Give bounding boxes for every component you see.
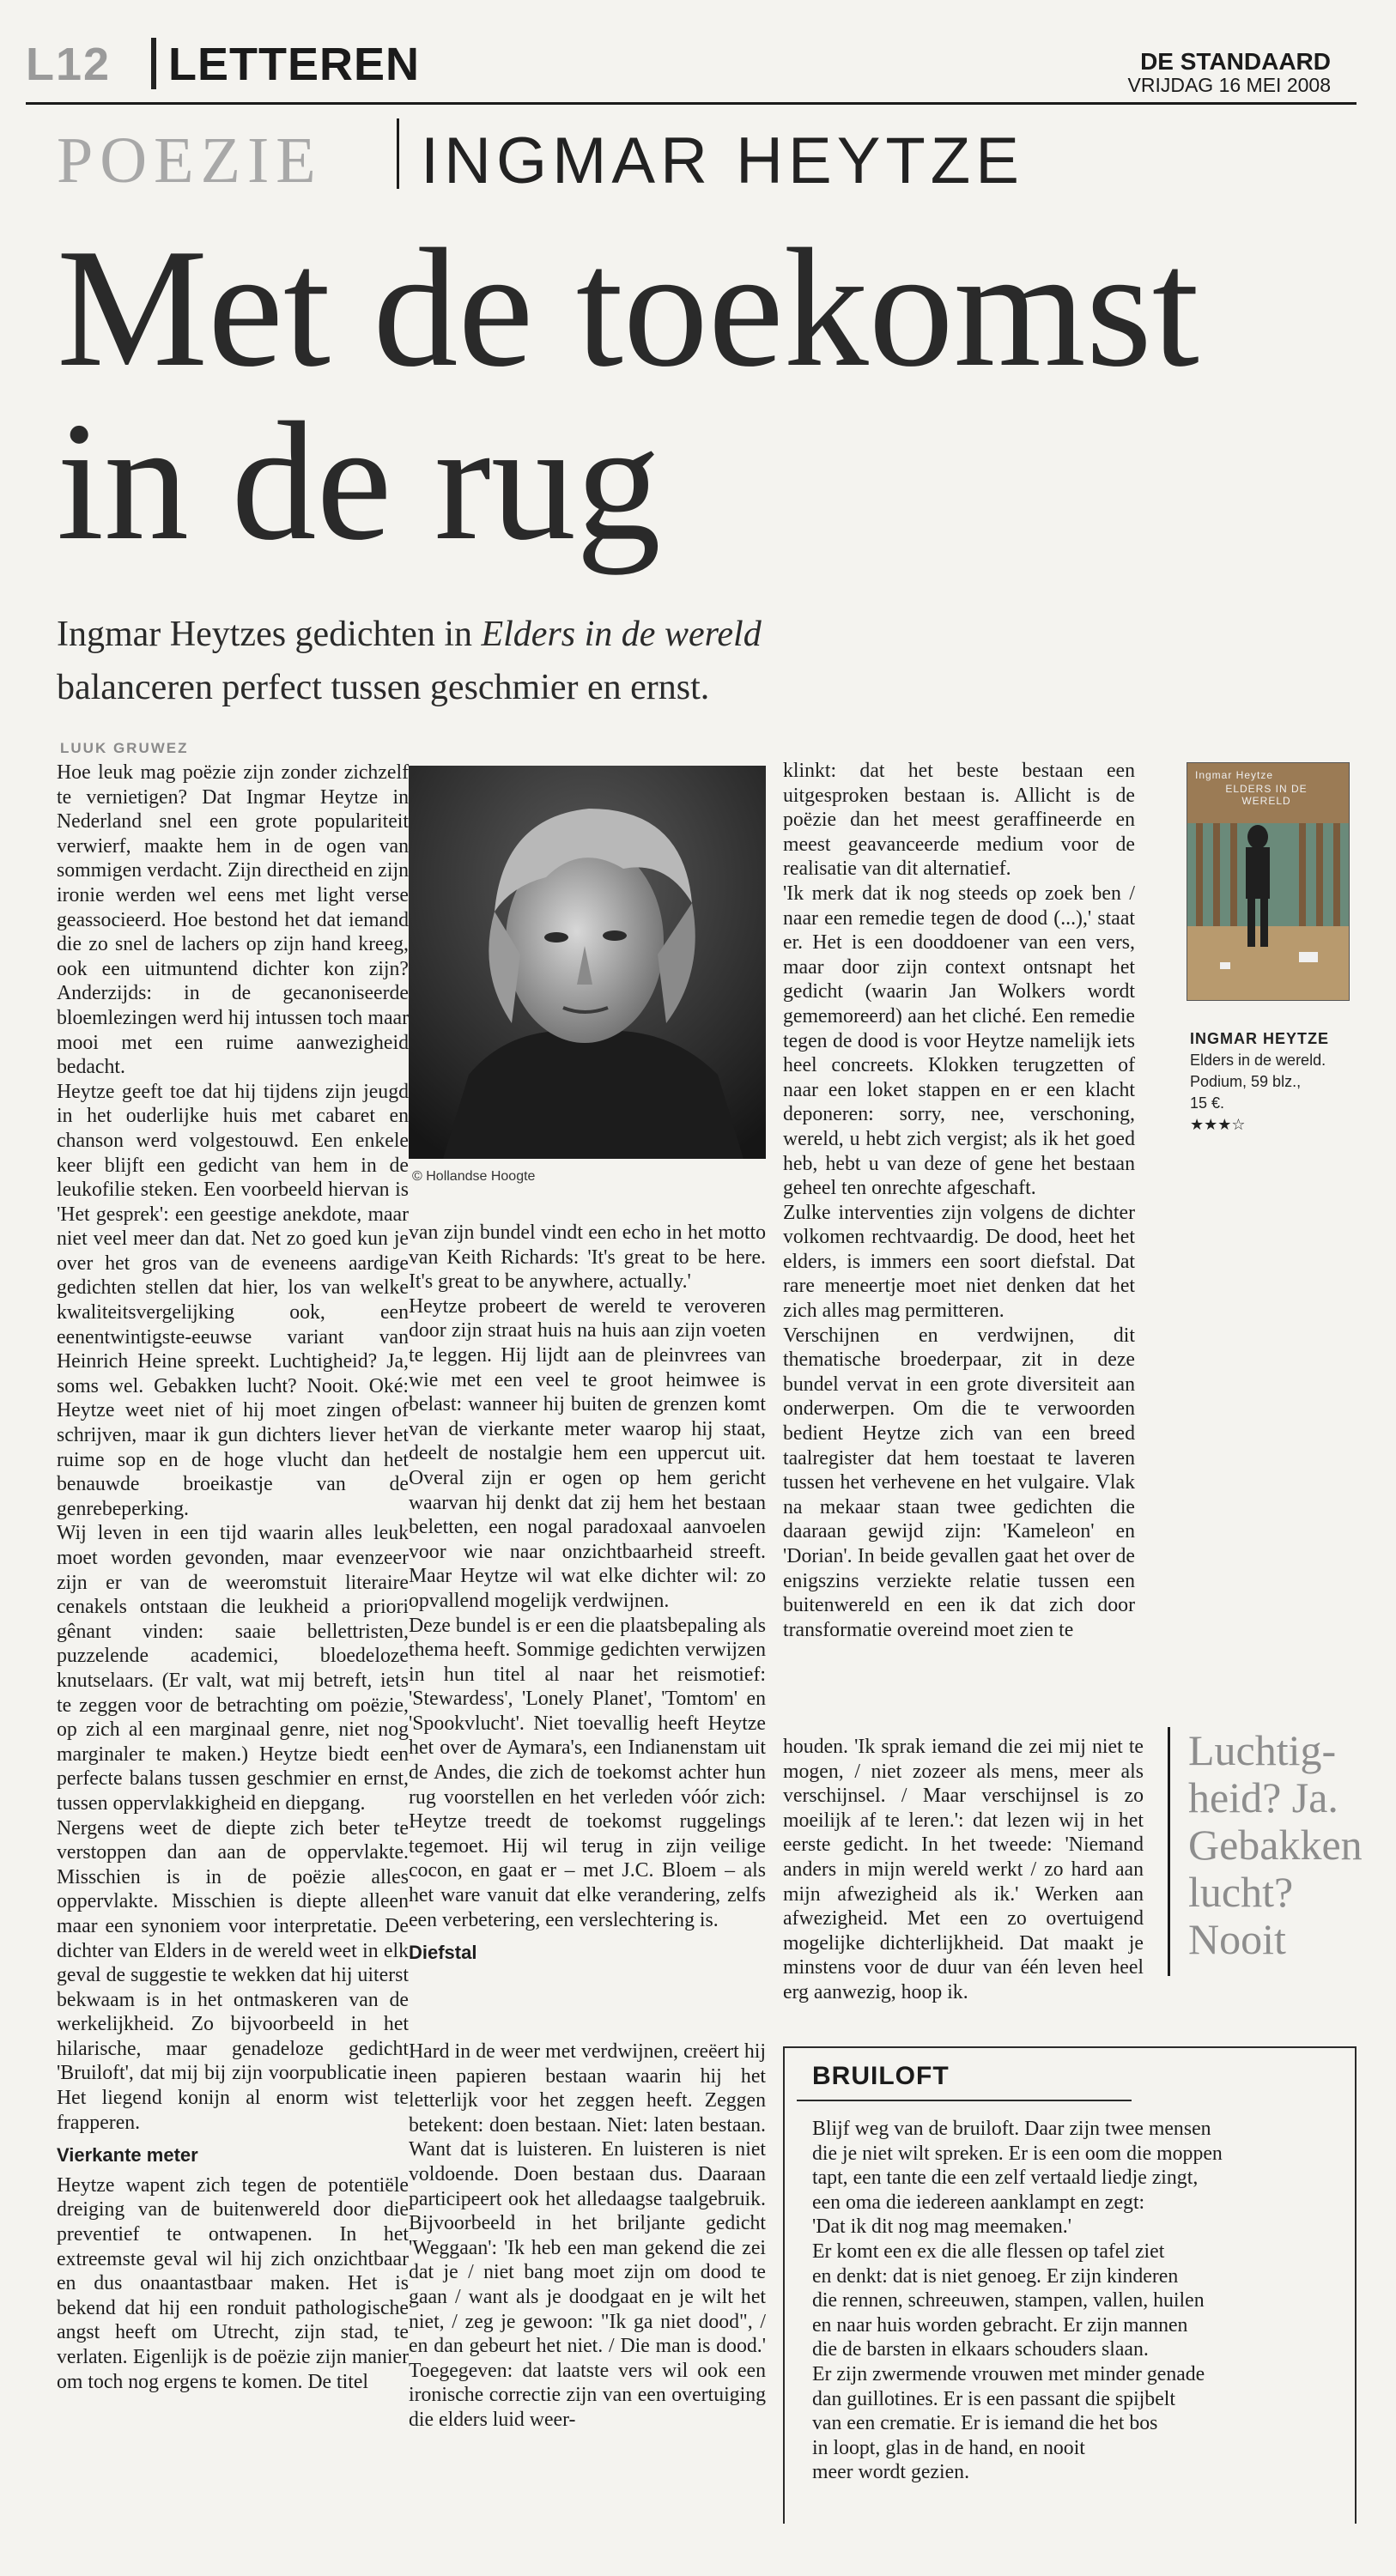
poem-title: BRUILOFT: [812, 2062, 950, 2090]
poem-title-rule: [797, 2100, 1132, 2101]
paragraph: 'Ik merk dat ik nog steeds op zoek ben / naar een remedie tegen de dood (...),' staat er. Het is een dooddoener van een vers, maar door zijn context ontsnapt het gedicht (waarin Jan Wolkers wordt gememoreerd) aan het cliché. Een remedie tegen de dood is voor Heytze namelijk iets heel concreets. Klokken terugzetten of naar een loket stappen en er een klacht deponeren: sorry, nee, verschoning, wereld, u hebt zich vergist; als ik het goed heb, hebt u van deze of gene het bestaan geheel ten onrechte afgeschaft.: [783, 882, 1135, 1200]
poem-line: die de barsten in elkaars schouders slaan.: [812, 2338, 1149, 2361]
headline-line-1: Met de toekomst: [57, 214, 1199, 402]
poem-line: Blijf weg van de bruiloft. Daar zijn twee mensen: [812, 2118, 1211, 2140]
portrait-illustration: [409, 766, 766, 1159]
newspaper-name: DE STANDAARD: [1140, 48, 1331, 75]
paragraph: houden. 'Ik sprak iemand die zei mij niet te mogen, / niet zozeer als mens, meer als verschijnsel. / Maar verschijnsel is zo moeilijk af te leren.': dat lezen wij in het eerste gedicht. In het tweede: 'Niemand anders in mijn wereld werkt / zo hard aan mijn afwezigheid als ik.' Werken aan afwezigheid. Met een zo overtuigend mogelijke dichterlijkheid. Dat maakt je minstens voor de duur van één leven heel erg aanwezig, hoop ik.: [783, 1736, 1144, 2003]
book-price: 15 €.: [1190, 1094, 1225, 1112]
subheading-diefstal: Diefstal: [409, 1942, 477, 1964]
paragraph: Heytze wapent zich tegen de potentiële dreiging van de buitenwereld door die preventief te ontwapenen. In het extreemste geval wil hij zich onzichtbaar en dus onaantastbaar maken. Het is bekend dat hij een ronduit pathologische angst heeft om Utrecht, zijn stad, te verlaten. Eigenlijk is de poëzie zijn manier om toch nog ergens te komen. De titel: [57, 2173, 409, 2393]
article-column-3-continued: [783, 1735, 1144, 2005]
standfirst-part-2: balanceren perfect tussen geschmier en ernst.: [57, 668, 710, 707]
paragraph: Zulke interventies zijn volgens de dichter volkomen rechtvaardig. De dood, heet het elders, is immers een soort diefstal. Dat rare meneertje moet niet denken dat het zich alles mag permitteren.: [783, 1201, 1135, 1323]
book-cover-author: Ingmar Heytze: [1195, 769, 1274, 781]
book-author: INGMAR HEYTZE: [1190, 1030, 1330, 1047]
poem-line: dan guillotines. Er is een passant die spijbelt: [812, 2387, 1175, 2410]
paragraph: Deze bundel is er een die plaatsbepaling als thema heeft. Sommige gedichten verwijzen in hun titel al naar het reismotief: 'Stewardess', 'Lonely Planet', 'Tomtom' en 'Spookvlucht'. Niet toevallig heeft Heytze het over de Aymara's, een Indianenstam uit de Andes, die zich de toekomst achter hun rug voorstellen en het verleden vóór zich: Heytze treedt de toekomst ruggelings tegemoet. Hij wil terug in zijn veilige cocon, en gaat er – met J.C. Bloem – als het ware vanuit dat elke verandering, zelfs een verbetering, een verslechtering is.: [409, 1614, 766, 1931]
poem-line: en denkt: dat is niet genoeg. Er zijn kinderen: [812, 2264, 1179, 2288]
poem-line: een oma die iedereen aanklampt en zegt:: [812, 2191, 1145, 2214]
poem-line: die je niet wilt spreken. Er is een oom die moppen: [812, 2142, 1223, 2165]
book-info: [1190, 1028, 1329, 1136]
pull-quote-bar: [1168, 1727, 1170, 1976]
article-column-2: [409, 1221, 766, 1971]
paragraph: klinkt: dat het beste bestaan een uitgesproken bestaan is. Allicht is de poëzie dan het meest geraffineerde en meest geavanceerde medium voor de realisatie van dit alternatief.: [783, 760, 1135, 881]
section-divider: [151, 38, 156, 89]
kicker-divider: [397, 118, 399, 189]
poem-line: die rennen, schreeuwen, stampen, vallen, huilen: [812, 2289, 1205, 2312]
paragraph: Wij leven in een tijd waarin alles leuk moet worden gevonden, maar evenzeer zijn er van de weeromstuit literaire cenakels ontstaan die leukheid a priori gênant vinden: saaie bellettristen, puzzelende academici, bloedeloze knutselaars. (Er valt, wat mij betreft, iets te zeggen voor de betrachting om poëzie, op zich al een marginaal genre, niet nog marginaler te maken.) Heytze biedt een perfecte balans tussen geschmier en ernst, tussen oppervlakkigheid en diepgang.: [57, 1522, 409, 1815]
headline-line-2: in de rug: [57, 387, 661, 575]
standfirst-book-title: Elders in de wereld: [481, 615, 762, 654]
book-rating: ★★★☆: [1190, 1116, 1246, 1133]
poem-line: Er komt een ex die alle flessen op tafel ziet: [812, 2240, 1165, 2263]
poem-line: van een crematie. Er is iemand die het bos: [812, 2412, 1158, 2435]
paragraph: Hoe leuk mag poëzie zijn zonder zichzelf te vernietigen? Dat Ingmar Heytze in Nederland snel een grote populariteit verwierf, maakte hem in de ogen van sommigen verdacht. Zijn directheid en zijn ironie werden wel eens met light verse geassocieerd. Hoe bestond het dat iemand die zo snel de lachers op zijn hand kreeg, ook een uitmuntend dichter kon zijn? Anderzijds: in de gecanoniseerde bloemlezingen werd hij intussen toch maar mooi met een ruime aanwezigheid bedacht.: [57, 761, 409, 1079]
book-publisher: Podium, 59 blz.,: [1190, 1073, 1302, 1090]
standfirst: [57, 608, 1173, 714]
standfirst-part-1: Ingmar Heytzes gedichten in: [57, 615, 482, 654]
paragraph: Nergens weet de diepte zich beter te verstoppen dan aan de oppervlakte. Misschien is in de poëzie alles oppervlakte. Misschien is diepte alleen maar een synoniem voor interpretatie. De dichter van Elders in de wereld weet in elk geval de suggestie te wekken dat hij uiterst bekwaam is in het ontmaskeren van de werkelijkheid. Zo bijvoorbeeld in het hilarische, maar genadeloze gedicht 'Bruiloft', dat mij bij zijn voorpublicatie in Het liegend konijn al enorm wist te frapperen.: [57, 1816, 409, 2134]
headline: [57, 214, 1344, 575]
paragraph: Heytze probeert de wereld te veroveren door zijn straat huis na huis aan zijn voeten te leggen. Hij lijdt aan de pleinvrees van wie met een veel te groot heimwee is belast: wanneer hij buiten de grenzen komt van de vierkante meter waarop hij staat, deelt de nostalgie hem een uppercut uit. Overal zijn er ogen op hem gericht waarvan hij denkt dat zij hem het bestaan beletten, een nogal paradoxaal aanvoelen voor wie naar onzichtbaarheid streeft. Maar Heytze wil wat elke dichter wil: zo opvallend mogelijk verdwijnen.: [409, 1294, 766, 1612]
byline: LUUK GRUWEZ: [60, 740, 189, 756]
pull-quote: Luchtig-heid? Ja. Gebakken lucht? Nooit: [1188, 1726, 1363, 1963]
kicker-author: INGMAR HEYTZE: [421, 124, 1024, 197]
article-column-2-continued: [409, 2040, 766, 2433]
poem-line: in loopt, glas in de hand, en nooit: [812, 2436, 1085, 2459]
subheading-vierkante-meter: Vierkante meter: [57, 2144, 198, 2167]
kicker-category: POEZIE: [57, 124, 323, 197]
paragraph: van zijn bundel vindt een echo in het motto van Keith Richards: 'It's great to be here. It's great to be anywhere, actually.': [409, 1221, 766, 1294]
article-column-1: [57, 761, 409, 2394]
section-title: LETTEREN: [168, 39, 421, 90]
poem-line: tapt, een tante die een zelf vertaald liedje zingt,: [812, 2167, 1199, 2190]
poem-line: 'Dat ik dit nog mag meemaken.': [812, 2215, 1071, 2239]
poem-line: meer wordt gezien.: [812, 2461, 970, 2484]
book-cover-title: ELDERS IN DE WERELD: [1225, 783, 1308, 807]
header-rule: [26, 102, 1357, 105]
paragraph: Heytze geeft toe dat hij tijdens zijn jeugd in het ouderlijke huis met cabaret en chanson werd volgestouwd. Een enkele keer blijft een gedicht van hem in de leukofilie steken. Een voorbeeld hiervan is 'Het gesprek': een geestige anekdote, maar niet veel meer dan dat. Net zo goed kun je over het gros van de eveneens aardige gedichten stellen dat hier, los van welke kwaliteitsvergelijking ook, een eenentwintigste-eeuwse variant van Heinrich Heine spreekt. Luchtigheid? Ja, soms wel. Gebakken lucht? Nooit. Oké: Heytze weet niet of hij moet zingen of schrijven, maar ik gun dichters liever het ruime sop en de hoge vlucht dan het benauwde broeikastje van de genrebeperking.: [57, 1080, 409, 1520]
paragraph: Hard in de weer met verdwijnen, creëert hij een papieren bestaan waarin hij het letterlijk voor het zeggen heeft. Zeggen betekent: doen bestaan. Niet: laten bestaan. Want dat is luisteren. En luisteren is niet voldoende. Doen bestaan dus. Daaraan participeert ook het alledaagse taalgebruik. Bijvoorbeeld in het briljante gedicht 'Weggaan': 'Ik heb een man gekend die zei dat je / niet bang moet zijn om dood te gaan / want als je doodgaat en je wilt het niet, / zeg je gewoon: "Ik ga niet dood", / en dan gebeurt het niet. / Die man is dood.' Toegegeven: dat laatste vers wil ook een ironische correctie zijn van een overtuiging die elders luid weer-: [409, 2040, 766, 2431]
poem-line: Er zijn zwermende vrouwen met minder genade: [812, 2362, 1205, 2385]
photo-credit: © Hollandse Hoogte: [412, 1169, 536, 1184]
publication-date: VRIJDAG 16 MEI 2008: [1127, 74, 1331, 96]
page-number: L12: [26, 39, 112, 90]
poem-text: [812, 2117, 1336, 2485]
article-column-3: [783, 759, 1135, 1642]
paragraph: Verschijnen en verdwijnen, dit thematische broederpaar, zit in deze bundel vervat in een grote diversiteit aan onderwerpen. Om die te verwoorden bedient Heytze zich van een breed taalregister dat hem toestaat te laveren tussen het verhevene en het vulgaire. Vlak na mekaar staan twee gedichten die daaraan gewijd zijn: 'Kameleon' en 'Dorian'. In beide gevallen gaat het over de enigszins verziekte relatie tussen een buitenwereld en een ik dat zich door transformatie overeind moet zien te: [783, 1324, 1135, 1641]
poem-line: en naar huis worden gebracht. Er zijn mannen: [812, 2313, 1188, 2337]
book-title: Elders in de wereld.: [1190, 1052, 1326, 1069]
author-photo: [409, 766, 766, 1159]
